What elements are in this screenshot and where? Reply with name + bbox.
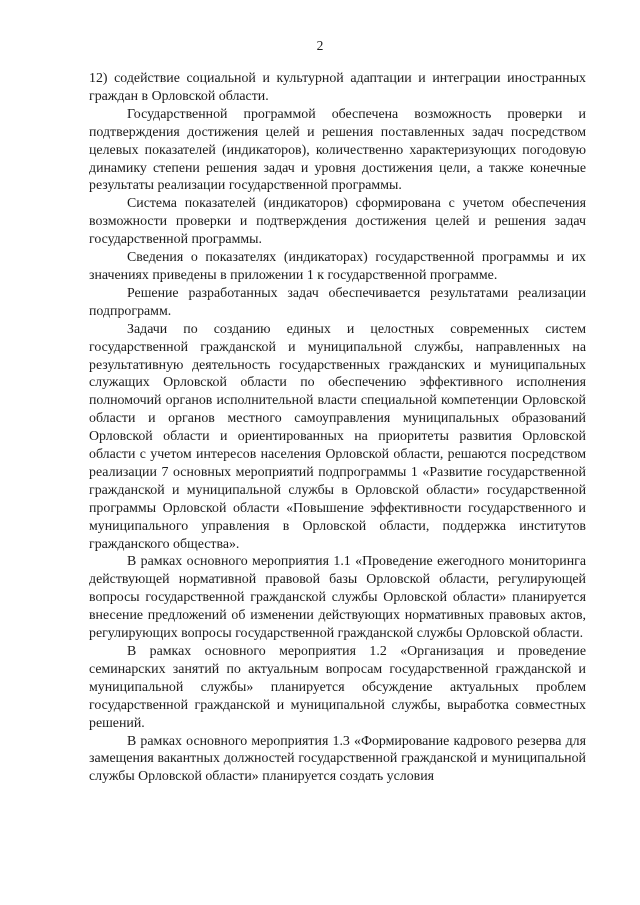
paragraph-measure-1-2: В рамках основного мероприятия 1.2 «Организация и проведение семинарских занятий по актуальным вопросам государственной гражданской и муниципальной службы» планируется обсуждение актуальных проблем государственной гражданской и муниципальной службы, выработка совместных решений. <box>89 644 586 731</box>
paragraph-measure-1-1: В рамках основного мероприятия 1.1 «Проведение ежегодного мониторинга действующей нормативной правовой базы Орловской области, регулирующей вопросы государственной гражданской службы Орловской области» планируется внесение предложений об изменении действующих нормативных правовых актов, регулирующих вопросы государственной гражданской службы Орловской области. <box>89 554 586 642</box>
document-body <box>89 70 586 786</box>
paragraph-subprogram-results: Решение разработанных задач обеспечивается результатами реализации подпрограмм. <box>89 285 586 319</box>
paragraph-item-12: 12) содействие социальной и культурной адаптации и интеграции иностранных граждан в Орловской области. <box>89 71 586 104</box>
page-number: 2 <box>316 38 324 53</box>
paragraph-civil-service-tasks: Задачи по созданию единых и целостных современных систем государственной гражданской и муниципальной службы, направленных на результативную деятельность государственных гражданских и муниципальных служащих Орловской области по обеспечению эффективного исполнения полномочий органов исполнительной власти специальной компетенции Орловской области и органов местного самоуправления муниципальных образований Орловской области и ориентированных на приоритеты развития Орловской области с учетом интересов населения Орловской области, решаются посредством реализации 7 основных мероприятий подпрограммы 1 «Развитие государственной гражданской и муниципальной службы в Орловской области» государственной программы Орловской области «Повышение эффективности государственного и муниципального управления в Орловской области, поддержка институтов гражданского общества». <box>89 321 586 552</box>
paragraph-indicator-appendix: Сведения о показателях (индикаторах) государственной программы и их значениях приведены в приложении 1 к государственной программе. <box>89 250 586 283</box>
paragraph-indicator-system: Система показателей (индикаторов) сформирована с учетом обеспечения возможности проверки и подтверждения достижения целей и решения задач государственной программы. <box>89 196 586 248</box>
paragraph-measure-1-3: В рамках основного мероприятия 1.3 «Формирование кадрового резерва для замещения вакантных должностей государственной гражданской и муниципальной службы Орловской области» планируется создать условия <box>89 733 586 785</box>
paragraph-targets-verification: Государственной программой обеспечена возможность проверки и подтверждения достижения целей и решения поставленных задач посредством целевых показателей (индикаторов), количественно характеризующих погодовую динамику степени решения задач и уровня достижения цели, а также конечные результаты реализации государственной программы. <box>89 106 586 194</box>
